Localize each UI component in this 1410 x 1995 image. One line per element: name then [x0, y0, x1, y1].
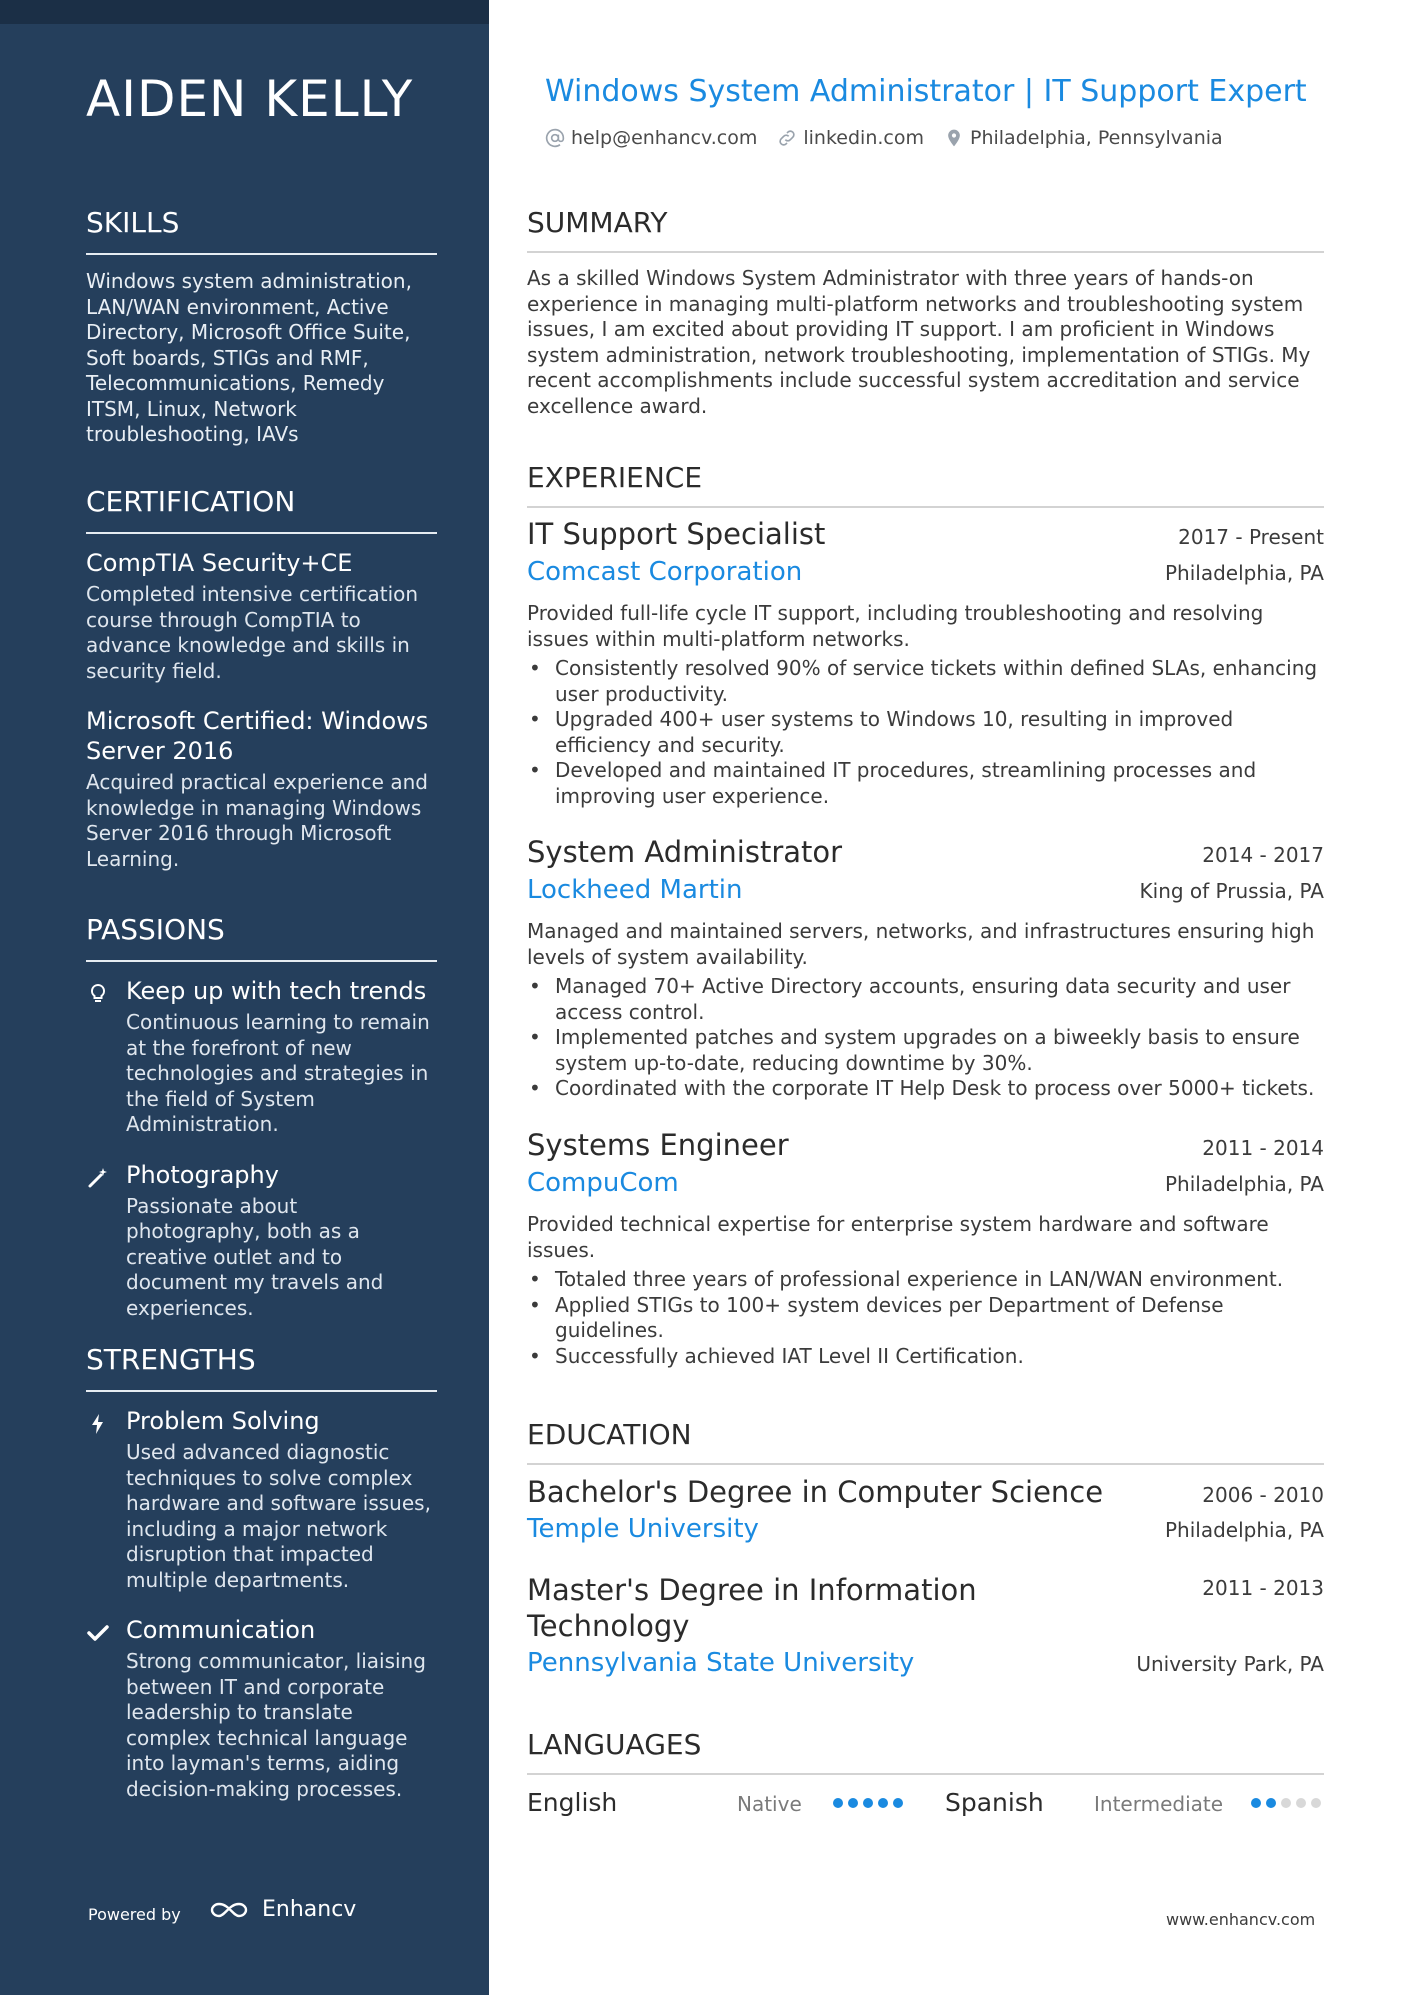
checkmark-icon [86, 1621, 110, 1645]
brand-logo[interactable] [208, 1897, 356, 1922]
strength-item [86, 1615, 437, 1802]
language-name: English [527, 1788, 618, 1817]
strength-desc: Used advanced diagnostic techniques to solve complex hardware and software issues, including a major network disruption that impacted multiple departments. [126, 1440, 431, 1592]
passion-title: Keep up with tech trends [126, 977, 427, 1005]
job-entry [527, 1128, 1324, 1369]
bullet-item: • Developed and maintained IT procedures, streamlining processes and improving user experience. [527, 758, 1324, 809]
bullet-item: • Coordinated with the corporate IT Help Desk to process over 5000+ tickets. [527, 1076, 1324, 1102]
education-dates: 2006 - 2010 [1202, 1483, 1324, 1507]
job-bullets [527, 656, 1324, 809]
job-role: IT Support Specialist [527, 517, 826, 551]
strengths-section [86, 1343, 437, 1824]
skills-text: Windows system administration, LAN/WAN environment, Active Directory, Microsoft Office Suite, Soft boards, STIGs and RMF, Telecommunications, Remedy ITSM, Linux, Network troubleshooting, IAVs [86, 269, 412, 446]
education-title: EDUCATION [527, 1418, 1324, 1465]
contact-row [545, 127, 1223, 149]
job-dates: 2014 - 2017 [1202, 843, 1324, 867]
passion-item [86, 976, 437, 1138]
bullet-item: • Implemented patches and system upgrades on a biweekly basis to ensure system up-to-date, reducing downtime by 30%. [527, 1025, 1324, 1076]
skills-section [86, 206, 437, 448]
school-name[interactable]: Temple University [527, 1514, 759, 1544]
school-location: Philadelphia, PA [1164, 1518, 1324, 1542]
location-pin-icon [944, 128, 964, 148]
language-rating [1251, 1798, 1321, 1808]
job-description: Provided full-life cycle IT support, including troubleshooting and resolving issues within multi-platform networks. [527, 601, 1264, 651]
bullet-item: • Applied STIGs to 100+ system devices per Department of Defense guidelines. [527, 1293, 1324, 1344]
strength-item [86, 1406, 437, 1593]
degree-name: Bachelor's Degree in Computer Science [527, 1475, 1104, 1509]
job-bullets [527, 1267, 1324, 1369]
school-name[interactable]: Pennsylvania State University [527, 1648, 915, 1678]
cert-name: Microsoft Certified: Windows Server 2016 [86, 707, 429, 765]
education-dates: 2011 - 2013 [1202, 1576, 1324, 1600]
rating-dot [1311, 1798, 1321, 1808]
passions-title: PASSIONS [86, 913, 437, 962]
job-dates: 2011 - 2014 [1202, 1136, 1324, 1160]
rating-dot [848, 1798, 858, 1808]
strength-title: Communication [126, 1616, 316, 1644]
email-text: help@enhancv.com [571, 127, 758, 149]
bullet-item: • Upgraded 400+ user systems to Windows 10, resulting in improved efficiency and security. [527, 707, 1324, 758]
bullet-item: • Successfully achieved IAT Level II Certification. [527, 1344, 1324, 1370]
degree-name: Master's Degree in Information Technology [527, 1573, 977, 1643]
experience-title: EXPERIENCE [527, 461, 1324, 508]
summary-title: SUMMARY [527, 206, 1324, 253]
rating-dot [863, 1798, 873, 1808]
education-entry [527, 1572, 1324, 1678]
lightbulb-icon [86, 982, 110, 1006]
linkedin-text: linkedin.com [803, 127, 924, 149]
bullet-item: • Managed 70+ Active Directory accounts, ensuring data security and user access control. [527, 974, 1324, 1025]
language-level: Native [737, 1792, 802, 1816]
footer-url[interactable]: www.enhancv.com [1166, 1910, 1316, 1929]
rating-dot [1281, 1798, 1291, 1808]
passion-item [86, 1160, 437, 1322]
job-location: Philadelphia, PA [1164, 1172, 1324, 1196]
job-location: King of Prussia, PA [1139, 879, 1324, 903]
strengths-title: STRENGTHS [86, 1343, 437, 1392]
job-company[interactable]: Lockheed Martin [527, 875, 743, 905]
passion-desc: Continuous learning to remain at the forefront of new technologies and strategies in the field of System Administration. [126, 1010, 430, 1136]
cert-desc: Acquired practical experience and knowledge in managing Windows Server 2016 through Microsoft Learning. [86, 770, 428, 871]
job-description: Managed and maintained servers, networks, and infrastructures ensuring high levels of system availability. [527, 919, 1315, 969]
job-location: Philadelphia, PA [1164, 561, 1324, 585]
job-role: Systems Engineer [527, 1128, 789, 1162]
cert-name: CompTIA Security+CE [86, 549, 353, 577]
passion-title: Photography [126, 1160, 279, 1189]
at-sign-icon [545, 128, 565, 148]
job-entry [527, 517, 1324, 809]
brand-name: Enhancv [262, 1897, 357, 1922]
lightning-icon [86, 1412, 110, 1436]
languages-title: LANGUAGES [527, 1728, 1324, 1775]
rating-dot [1296, 1798, 1306, 1808]
contact-email[interactable] [545, 127, 757, 149]
job-company[interactable]: CompuCom [527, 1168, 679, 1198]
location-text: Philadelphia, Pennsylvania [970, 127, 1223, 149]
bullet-item: • Consistently resolved 90% of service tickets within defined SLAs, enhancing user productivity. [527, 656, 1324, 707]
magic-wand-icon [86, 1166, 110, 1190]
certification-section [86, 485, 437, 894]
sidebar-top-strip [0, 0, 489, 24]
job-dates: 2017 - Present [1178, 525, 1324, 549]
headline: Windows System Administrator | IT Support Expert [545, 74, 1307, 109]
summary-text: As a skilled Windows System Administrator with three years of hands-on experience in managing multi-platform networks and troubleshooting system issues, I am excited about providing IT support. I am proficient in Windows system administration, network troubleshooting, implementation of STIGs. My recent accomplishments include successful system accreditation and service excellence award. [527, 266, 1311, 418]
cert-desc: Completed intensive certification course through CompTIA to advance knowledge and skills in security field. [86, 582, 419, 683]
strength-desc: Strong communicator, liaising between IT and corporate leadership to translate complex technical language into layman's terms, aiding decision-making processes. [126, 1649, 426, 1801]
rating-dot [878, 1798, 888, 1808]
rating-dot [833, 1798, 843, 1808]
job-description: Provided technical expertise for enterprise system hardware and software issues. [527, 1212, 1269, 1262]
job-entry [527, 835, 1324, 1102]
sidebar [0, 0, 489, 1995]
contact-location [944, 127, 1223, 149]
language-level: Intermediate [1094, 1792, 1224, 1816]
job-company[interactable]: Comcast Corporation [527, 557, 803, 587]
rating-dot [893, 1798, 903, 1808]
rating-dot [1266, 1798, 1276, 1808]
strength-title: Problem Solving [126, 1407, 320, 1435]
powered-by-label: Powered by [88, 1905, 181, 1924]
infinity-icon [208, 1898, 252, 1922]
language-name: Spanish [945, 1788, 1044, 1817]
rating-dot [1251, 1798, 1261, 1808]
contact-linkedin[interactable] [777, 127, 924, 149]
languages-row [527, 1788, 1324, 1822]
job-role: System Administrator [527, 835, 843, 869]
skills-title: SKILLS [86, 206, 437, 255]
language-rating [833, 1798, 903, 1808]
bullet-item: • Totaled three years of professional experience in LAN/WAN environment. [527, 1267, 1324, 1293]
certification-title: CERTIFICATION [86, 485, 437, 534]
link-icon [777, 128, 797, 148]
education-entry [527, 1474, 1324, 1544]
passion-desc: Passionate about photography, both as a creative outlet and to document my travels and experiences. [126, 1193, 384, 1320]
job-bullets [527, 974, 1324, 1102]
passions-section [86, 913, 437, 1343]
candidate-name: AIDEN KELLY [86, 70, 414, 128]
school-location: University Park, PA [1136, 1652, 1324, 1676]
